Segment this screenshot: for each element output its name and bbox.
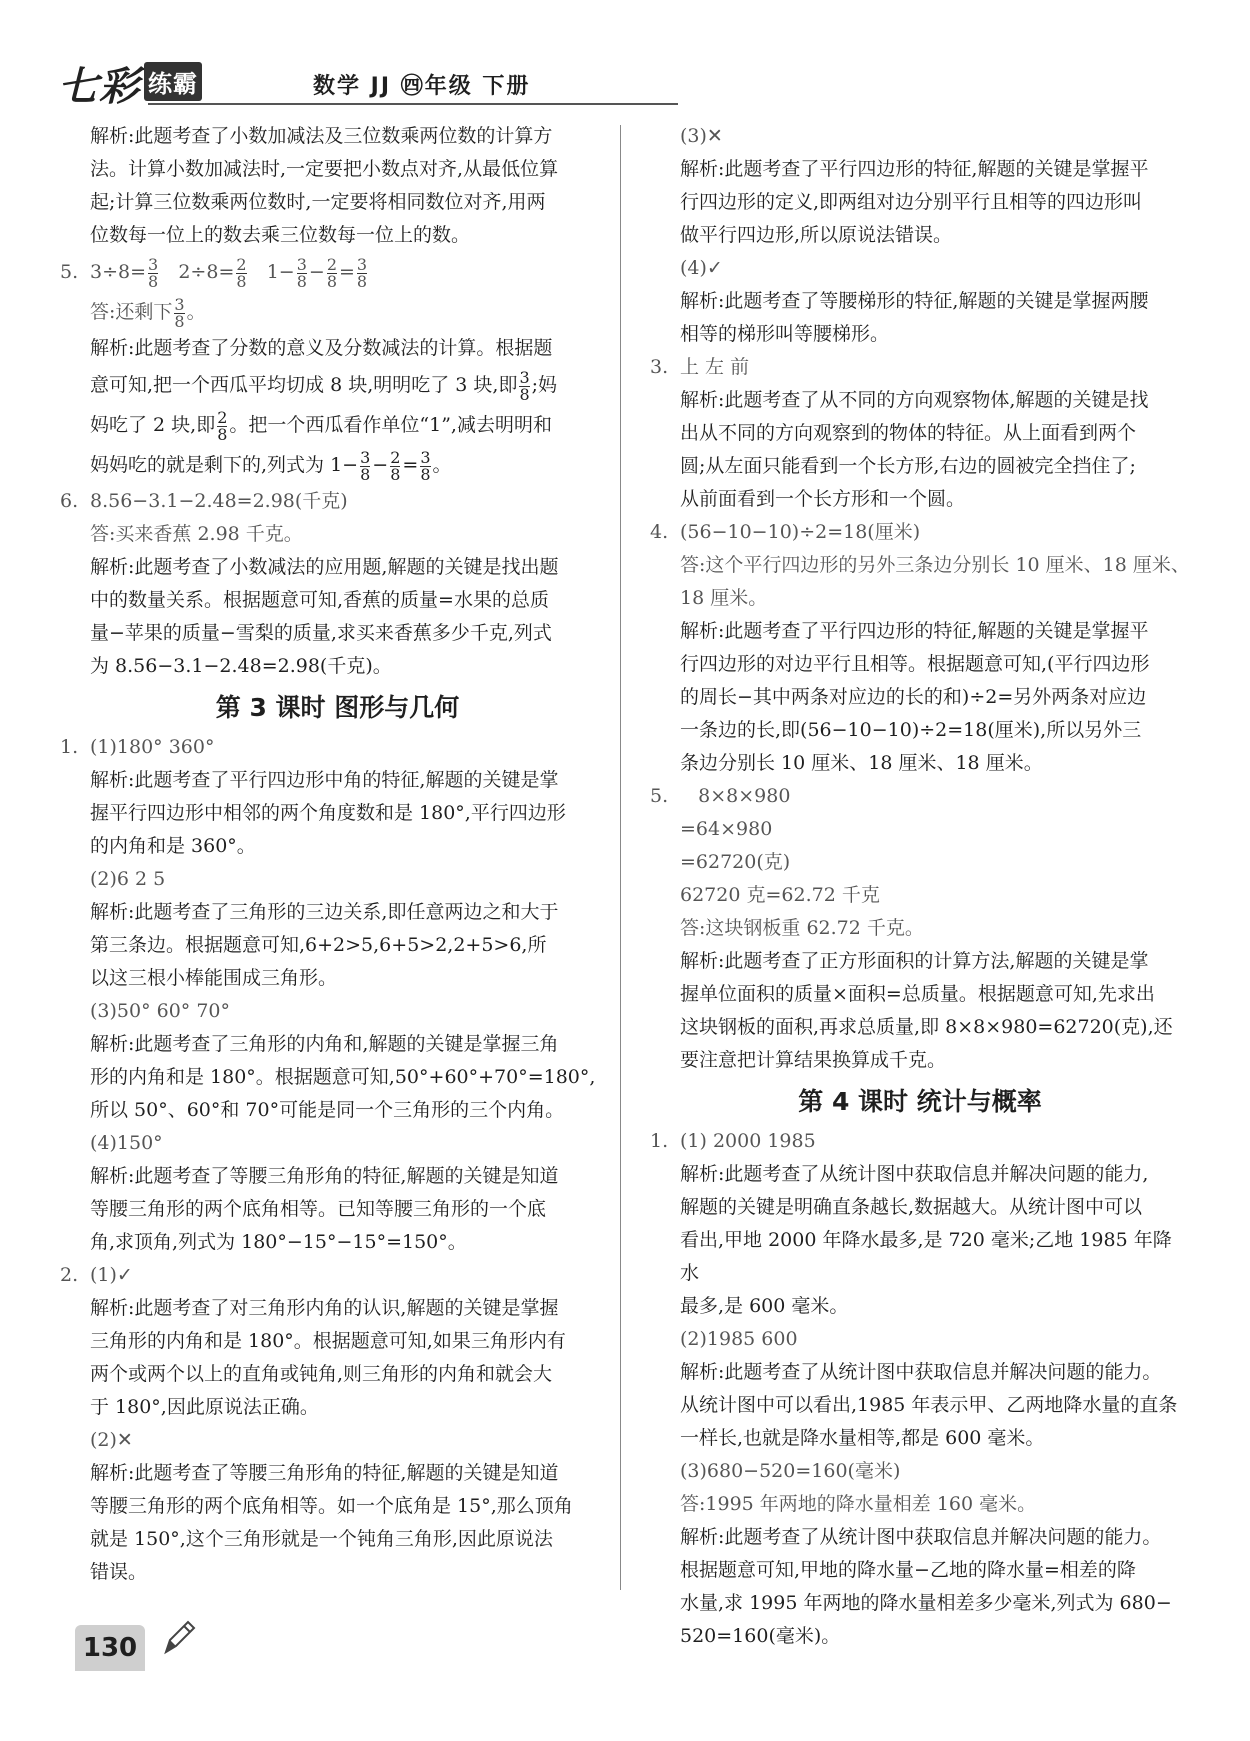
text-line: 就是 150°,这个三角形就是一个钝角三角形,因此原说法 (90, 1528, 553, 1550)
text-line: 的周长−其中两条对应边的长的和)÷2=另外两条对应边 (680, 686, 1147, 708)
text-line: 这块钢板的面积,再求总质量,即 8×8×980=62720(克),还 (680, 1016, 1173, 1038)
text-line: 三角形的内角和是 180°。根据题意可知,如果三角形内有 (90, 1330, 566, 1352)
text-line: 于 180°,因此原说法正确。 (90, 1396, 319, 1418)
q5-equation: 5. 3÷8= $\frac{3}{8}$ 2÷8= $\frac{2}{8}$ 1− $\frac{3}{8}$ − $\frac{2}{8}$ = $\frac{3}{8}$ (60, 254, 368, 291)
text-line: 最多,是 600 毫米。 (680, 1295, 849, 1317)
answer-line: (2)✕ (90, 1429, 133, 1451)
text-line: 相等的梯形叫等腰梯形。 (680, 323, 890, 345)
text-line: 条边分别长 10 厘米、18 厘米、18 厘米。 (680, 752, 1043, 774)
section-heading: 第 3 课时 图形与几何 (215, 693, 460, 722)
text-line: 行四边形的对边平行且相等。根据题意可知,(平行四边形 (680, 653, 1150, 675)
text-line: 圆;从左面只能看到一个长方形,右边的圆被完全挡住了; (680, 455, 1136, 477)
answer-line: =62720(克) (680, 851, 791, 873)
text-line: 解析:此题考查了等腰三角形角的特征,解题的关键是知道 (90, 1462, 559, 1484)
text-line: 以这三根小棒能围成三角形。 (90, 967, 338, 989)
text-line: 解析:此题考查了平行四边形的特征,解题的关键是掌握平 (680, 620, 1149, 642)
text-line: 解析:此题考查了对三角形内角的认识,解题的关键是掌握 (90, 1297, 559, 1319)
text-line: 解析:此题考查了正方形面积的计算方法,解题的关键是掌 (680, 950, 1149, 972)
text-line: 解析:此题考查了等腰三角形角的特征,解题的关键是知道 (90, 1165, 559, 1187)
text-line: 看出,甲地 2000 年降水最多,是 720 毫米;乙地 1985 年降水 (680, 1229, 1172, 1284)
page-header (58, 55, 618, 110)
brand-logo: 七彩 练霸 (58, 55, 202, 112)
text-line: 解析:此题考查了分数的意义及分数减法的计算。根据题 (90, 337, 553, 359)
q6-equation: 6. 8.56−3.1−2.48=2.98(千克) (60, 490, 348, 512)
text-line: 第三条边。根据题意可知,6+2>5,6+5>2,2+5>6,所 (90, 934, 547, 956)
text-line: 解析:此题考查了三角形的内角和,解题的关键是掌握三角 (90, 1033, 559, 1055)
text-line: 法。计算小数加减法时,一定要把小数点对齐,从最低位算 (90, 158, 559, 180)
text-line: 量−苹果的质量−雪梨的质量,求买来香蕉多少千克,列式 (90, 622, 552, 644)
text-line: 水量,求 1995 年两地的降水量相差多少毫米,列式为 680− (680, 1592, 1172, 1614)
text-line: 解析:此题考查了平行四边形中角的特征,解题的关键是掌 (90, 769, 559, 791)
answer-line: 4. (56−10−10)÷2=18(厘米) (650, 521, 921, 543)
header-rule (148, 103, 678, 105)
text-line: 行四边形的定义,即两组对边分别平行且相等的四边形叫 (680, 191, 1143, 213)
text-line: 所以 50°、60°和 70°可能是同一个三角形的三个内角。 (90, 1099, 565, 1121)
q6-answer: 答:买来香蕉 2.98 千克。 (90, 523, 303, 545)
text-line: 解析:此题考查了从不同的方向观察物体,解题的关键是找 (680, 389, 1149, 411)
section-heading: 第 4 课时 统计与概率 (798, 1087, 1042, 1116)
text-line: 妈妈吃的就是剩下的,列式为 1− $\frac{3}{8}$ − $\frac{2}{8}$ = $\frac{3}{8}$ 。 (90, 447, 452, 484)
text-line: 等腰三角形的两个底角相等。已知等腰三角形的一个底 (90, 1198, 547, 1220)
brand-logo-box: 练霸 (144, 62, 202, 101)
text-line: 解析:此题考查了等腰梯形的特征,解题的关键是掌握两腰 (680, 290, 1149, 312)
text-line: 要注意把计算结果换算成千克。 (680, 1049, 947, 1071)
answer-line: (4)150° (90, 1132, 163, 1154)
page-number: 130 (75, 1625, 145, 1671)
answer-line: (2)6 2 5 (90, 868, 166, 890)
text-line: 解题的关键是明确直条越长,数据越大。从统计图中可以 (680, 1196, 1143, 1218)
text-line: 解析:此题考查了从统计图中获取信息并解决问题的能力。 (680, 1526, 1162, 1548)
right-column (650, 120, 1190, 1653)
answer-line: (3)50° 60° 70° (90, 1000, 231, 1022)
text-line: 解析:此题考查了从统计图中获取信息并解决问题的能力, (680, 1163, 1149, 1185)
answer-line: 2. (1)✓ (60, 1264, 133, 1286)
book-subtitle: 数学 JJ ㊃年级 下册 (313, 74, 531, 99)
text-line: 为 8.56−3.1−2.48=2.98(千克)。 (90, 655, 392, 677)
text-line: 角,求顶角,列式为 180°−15°−15°=150°。 (90, 1231, 467, 1253)
text-line: 解析:此题考查了小数加减法及三位数乘两位数的计算方 (90, 125, 553, 147)
answer-line: =64×980 (680, 818, 773, 840)
answer-line: 答:1995 年两地的降水量相差 160 毫米。 (680, 1493, 1037, 1515)
text-line: 妈吃了 2 块,即 $\frac{2}{8}$ 。把一个西瓜看作单位“1”,减去明明和 (90, 407, 552, 444)
answer-line: (3)✕ (680, 125, 723, 147)
text-line: 握单位面积的质量×面积=总质量。根据题意可知,先求出 (680, 983, 1155, 1005)
text-line: 两个或两个以上的直角或钝角,则三角形的内角和就会大 (90, 1363, 553, 1385)
text-line: 位数每一位上的数去乘三位数每一位上的数。 (90, 224, 471, 246)
answer-line: 答:这块钢板重 62.72 千克。 (680, 917, 924, 939)
pencil-icon (158, 1618, 198, 1658)
answer-line: 答:这个平行四边形的另外三条边分别长 10 厘米、18 厘米、 (680, 554, 1190, 576)
text-line: 从前面看到一个长方形和一个圆。 (680, 488, 966, 510)
answer-line: (4)✓ (680, 257, 723, 279)
text-line: 一条边的长,即(56−10−10)÷2=18(厘米),所以另外三 (680, 719, 1142, 741)
answer-line: 1. (1)180° 360° (60, 736, 215, 758)
text-line: 等腰三角形的两个底角相等。如一个底角是 15°,那么顶角 (90, 1495, 573, 1517)
left-column (60, 120, 615, 1589)
text-line: 解析:此题考查了从统计图中获取信息并解决问题的能力。 (680, 1361, 1162, 1383)
text-line: 中的数量关系。根据题意可知,香蕉的质量=水果的总质 (90, 589, 549, 611)
text-line: 握平行四边形中相邻的两个角度数和是 180°,平行四边形 (90, 802, 566, 824)
answer-line: 3. 上 左 前 (650, 356, 750, 378)
answer-line: 5. 8×8×980 (650, 785, 791, 807)
text-line: 从统计图中可以看出,1985 年表示甲、乙两地降水量的直条 (680, 1394, 1178, 1416)
text-line: 解析:此题考查了三角形的三边关系,即任意两边之和大于 (90, 901, 559, 923)
text-line: 根据题意可知,甲地的降水量−乙地的降水量=相差的降 (680, 1559, 1136, 1581)
text-line: 一样长,也就是降水量相等,都是 600 毫米。 (680, 1427, 1045, 1449)
text-line: 做平行四边形,所以原说法错误。 (680, 224, 953, 246)
text-line: 解析:此题考查了小数减法的应用题,解题的关键是找出题 (90, 556, 559, 578)
text-line: 解析:此题考查了平行四边形的特征,解题的关键是掌握平 (680, 158, 1149, 180)
answer-line: 1. (1) 2000 1985 (650, 1130, 816, 1152)
text-line: 520=160(毫米)。 (680, 1625, 841, 1647)
column-divider (620, 125, 621, 1590)
text-line: 起;计算三位数乘两位数时,一定要将相同数位对齐,用两 (90, 191, 546, 213)
answer-line: 18 厘米。 (680, 587, 768, 609)
answer-line: 62720 克=62.72 千克 (680, 884, 880, 906)
text-line: 错误。 (90, 1561, 148, 1583)
q5-answer: 答:还剩下 $\frac{3}{8}$ 。 (90, 294, 206, 331)
text-line: 意可知,把一个西瓜平均切成 8 块,明明吃了 3 块,即 $\frac{3}{8}$ ;妈 (90, 367, 558, 404)
answer-line: (2)1985 600 (680, 1328, 798, 1350)
text-line: 形的内角和是 180°。根据题意可知,50°+60°+70°=180°, (90, 1066, 596, 1088)
answer-line: (3)680−520=160(毫米) (680, 1460, 901, 1482)
text-line: 的内角和是 360°。 (90, 835, 256, 857)
text-line: 出从不同的方向观察到的物体的特征。从上面看到两个 (680, 422, 1137, 444)
